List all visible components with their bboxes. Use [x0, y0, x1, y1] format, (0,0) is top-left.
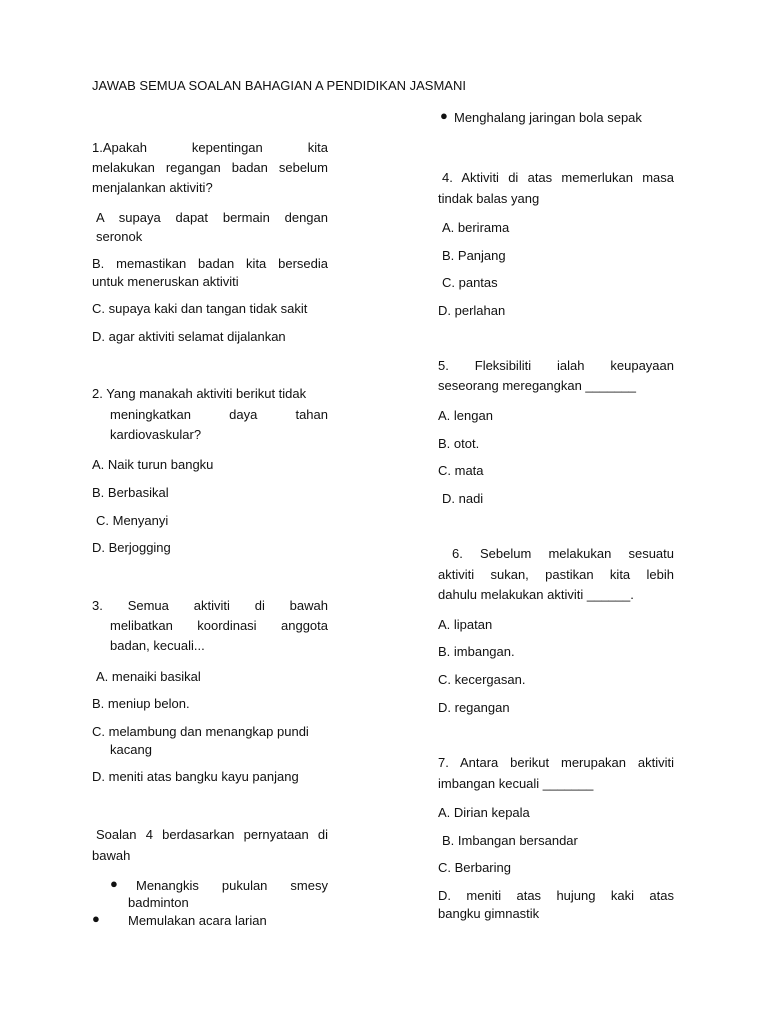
- option-c-cont: kacang: [110, 742, 152, 757]
- question-text: 3. Semua aktiviti di bawah: [92, 598, 328, 613]
- question-text: menjalankan aktiviti?: [92, 180, 213, 195]
- option-d: D. meniti atas hujung kaki atas: [438, 888, 674, 903]
- question-text: imbangan kecuali _______: [438, 776, 594, 791]
- bullet-icon: ●: [440, 108, 448, 123]
- question-text: 5. Fleksibiliti ialah keupayaan: [438, 358, 674, 373]
- option-c: C. melambung dan menangkap pundi: [92, 724, 309, 739]
- question-text: 1.Apakah kepentingan kita: [92, 140, 328, 155]
- bullet-icon: ●: [110, 876, 118, 891]
- stimulus-bullet: Menangkis pukulan smesy: [136, 878, 328, 893]
- question-text: meningkatkan daya tahan: [110, 407, 328, 422]
- question-text: melibatkan koordinasi anggota: [110, 618, 328, 633]
- question-text: tindak balas yang: [438, 191, 540, 206]
- option-a: A. Naik turun bangku: [92, 457, 214, 472]
- question-text: aktiviti sukan, pastikan kita lebih: [438, 567, 674, 582]
- option-d: D. meniti atas bangku kayu panjang: [92, 769, 299, 784]
- page-title: JAWAB SEMUA SOALAN BAHAGIAN A PENDIDIKAN JASMANI: [92, 78, 466, 93]
- option-a: A supaya dapat bermain dengan: [96, 210, 328, 225]
- question-text: 6. Sebelum melakukan sesuatu: [452, 546, 674, 561]
- option-b: B. Berbasikal: [92, 485, 169, 500]
- question-text: dahulu melakukan aktiviti ______.: [438, 587, 634, 602]
- question-text: 4. Aktiviti di atas memerlukan masa: [442, 170, 674, 185]
- option-b: B. memastikan badan kita bersedia: [92, 256, 328, 271]
- option-c: C. Menyanyi: [96, 513, 169, 528]
- question-text: badan, kecuali...: [110, 638, 205, 653]
- question-text: 7. Antara berikut merupakan aktiviti: [438, 755, 674, 770]
- option-b: B. imbangan.: [438, 644, 515, 659]
- option-a: A. menaiki basikal: [96, 669, 201, 684]
- question-text: melakukan regangan badan sebelum: [92, 160, 328, 175]
- option-b: B. Imbangan bersandar: [442, 833, 578, 848]
- option-c: C. supaya kaki dan tangan tidak sakit: [92, 301, 308, 316]
- option-c: C. kecergasan.: [438, 672, 526, 687]
- option-b: B. meniup belon.: [92, 696, 190, 711]
- option-d: D. nadi: [442, 491, 484, 506]
- stimulus-bullet-cont: badminton: [128, 895, 189, 910]
- stimulus-bullet: Menghalang jaringan bola sepak: [454, 110, 642, 125]
- option-c: C. Berbaring: [438, 860, 511, 875]
- option-c: C. pantas: [442, 275, 498, 290]
- option-d: D. agar aktiviti selamat dijalankan: [92, 329, 286, 344]
- bullet-icon: ●: [92, 911, 100, 926]
- option-a: A. berirama: [442, 220, 510, 235]
- option-a: A. lipatan: [438, 617, 493, 632]
- option-b: B. Panjang: [442, 248, 506, 263]
- option-a: A. lengan: [438, 408, 493, 423]
- option-d: D. perlahan: [438, 303, 506, 318]
- stimulus-text: Soalan 4 berdasarkan pernyataan di: [96, 827, 328, 842]
- option-b: B. otot.: [438, 436, 480, 451]
- option-c: C. mata: [438, 463, 484, 478]
- question-text: seseorang meregangkan _______: [438, 378, 637, 393]
- question-text: kardiovaskular?: [110, 427, 202, 442]
- stimulus-bullet: Memulakan acara larian: [128, 913, 267, 928]
- option-a: A. Dirian kepala: [438, 805, 530, 820]
- stimulus-text: bawah: [92, 848, 131, 863]
- option-d: D. Berjogging: [92, 540, 171, 555]
- option-a-cont: seronok: [96, 229, 143, 244]
- question-text: 2. Yang manakah aktiviti berikut tidak: [92, 386, 307, 401]
- option-b-cont: untuk meneruskan aktiviti: [92, 274, 239, 289]
- option-d-cont: bangku gimnastik: [438, 906, 540, 921]
- option-d: D. regangan: [438, 700, 510, 715]
